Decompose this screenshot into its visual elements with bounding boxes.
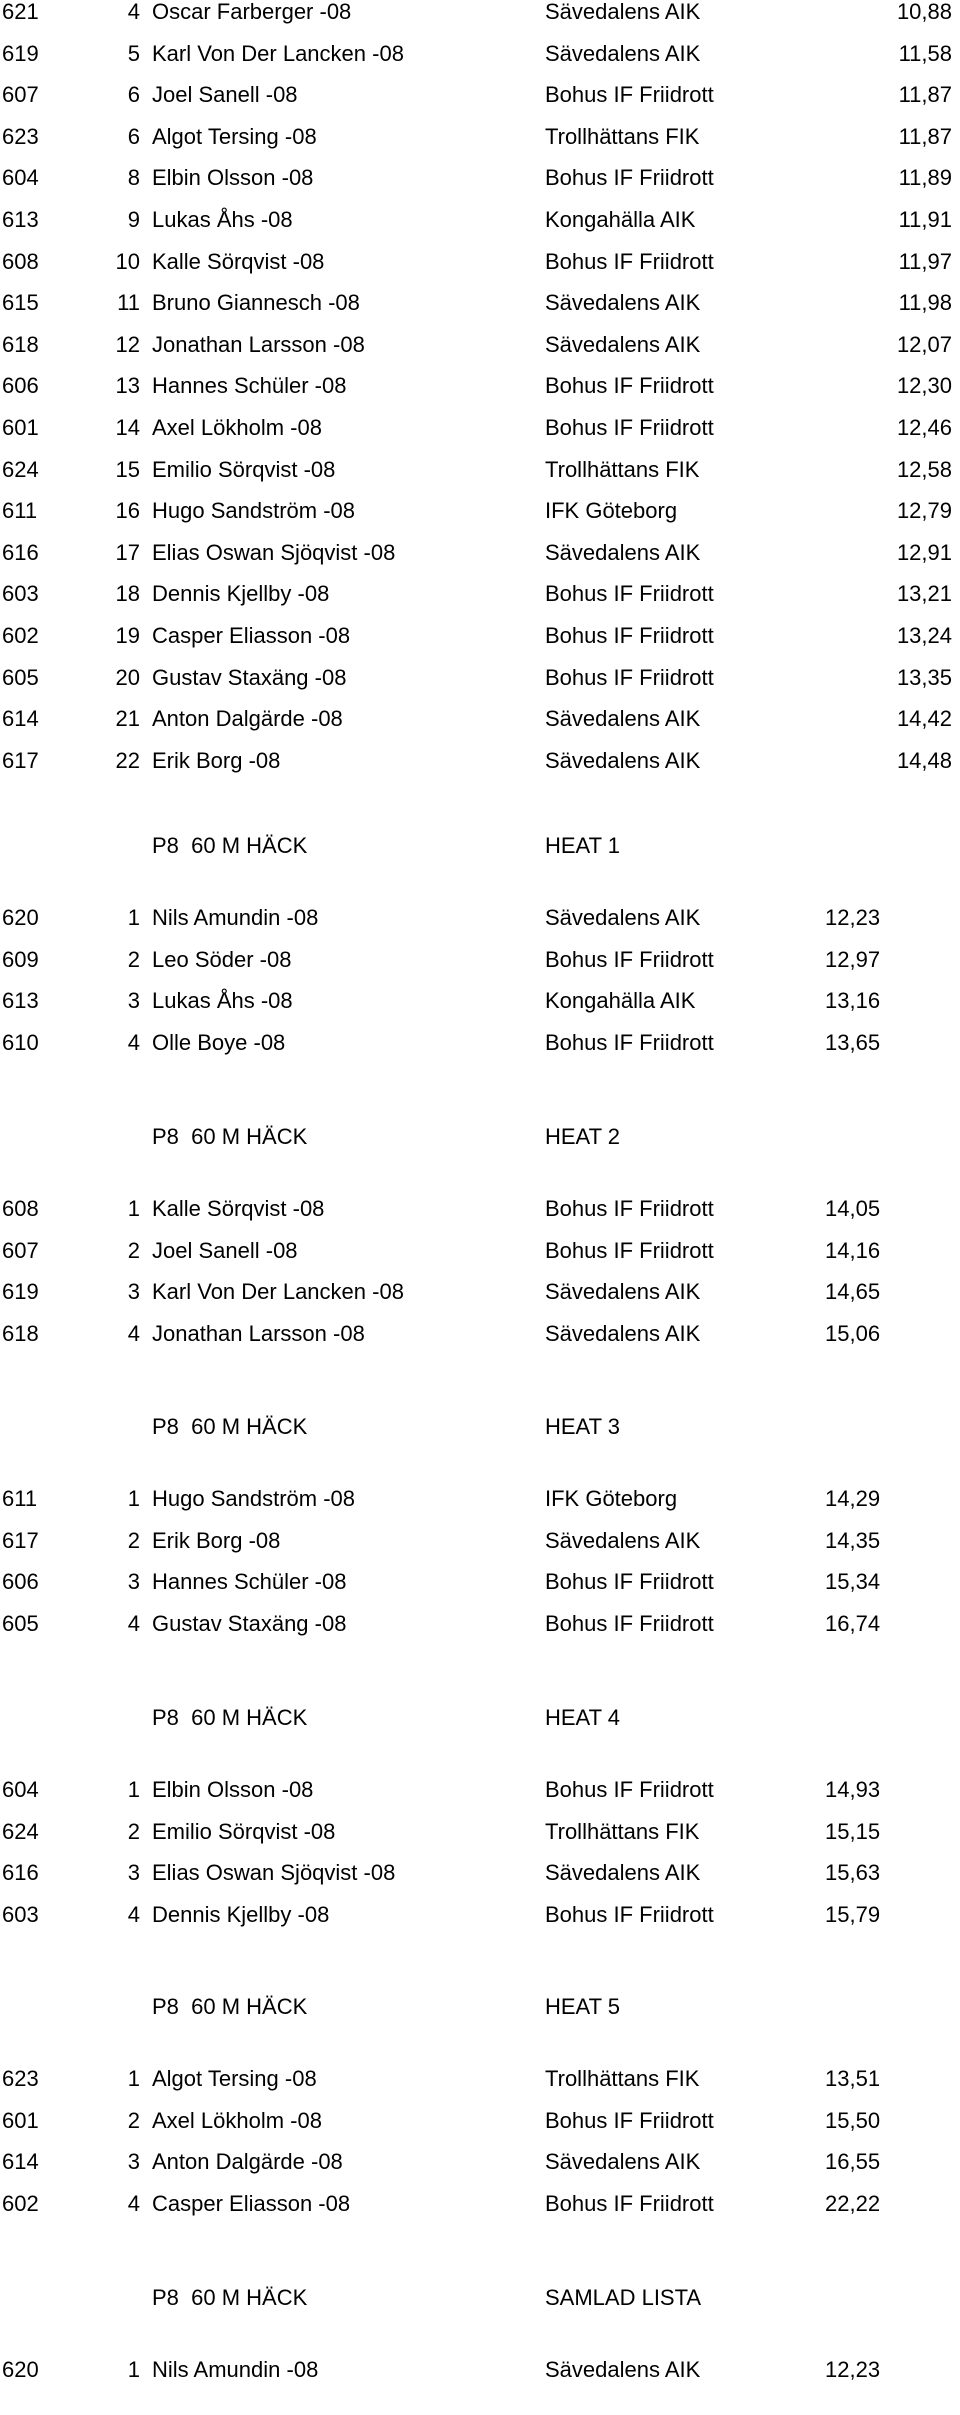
club-name: Bohus IF Friidrott: [545, 248, 714, 274]
result-time: 14,29: [825, 1486, 881, 1511]
club-name: Bohus IF Friidrott: [545, 664, 714, 690]
result-time: 11,97: [898, 248, 952, 274]
heat-title: [0, 1406, 960, 1448]
result-time: 12,58: [896, 456, 952, 482]
result-row: [0, 1188, 960, 1230]
event-label: P8 60 M HÄCK: [152, 1705, 308, 1730]
result-time: 13,65: [825, 1029, 881, 1055]
result-row: [0, 282, 960, 324]
club-name: Bohus IF Friidrott: [545, 373, 714, 399]
athlete-name: Olle Boye -08: [152, 1029, 286, 1055]
athlete-name: Oscar Farberger -08: [152, 0, 352, 24]
club-name: Bohus IF Friidrott: [545, 2190, 714, 2216]
club-name: Sävedalens AIK: [545, 290, 701, 316]
athlete-name: Hannes Schüler -08: [152, 1569, 347, 1595]
placing: 4: [127, 1610, 140, 1636]
athlete-name: Karl Von Der Lancken -08: [152, 40, 404, 66]
club-name: Bohus IF Friidrott: [545, 581, 714, 607]
bib-number: 616: [2, 539, 39, 565]
event-label: P8 60 M HÄCK: [152, 833, 308, 858]
club-name: Sävedalens AIK: [545, 2149, 701, 2175]
club-name: Sävedalens AIK: [545, 2357, 701, 2382]
placing: 4: [127, 1320, 140, 1346]
athlete-name: Emilio Sörqvist -08: [152, 456, 336, 482]
club-name: Bohus IF Friidrott: [545, 1237, 714, 1263]
bib-number: 623: [2, 2066, 39, 2091]
heat-label: HEAT 5: [545, 1994, 620, 2019]
bib-number: 607: [2, 1237, 39, 1263]
placing: 14: [115, 415, 140, 440]
placing: 4: [127, 1029, 140, 1055]
result-time: 10,88: [896, 0, 952, 24]
athlete-name: Axel Lökholm -08: [152, 415, 322, 440]
result-row: [0, 573, 960, 615]
placing: 20: [115, 664, 140, 690]
bib-number: 624: [2, 456, 39, 482]
result-time: 14,35: [825, 1527, 881, 1553]
result-row: [0, 1894, 960, 1936]
result-time: 15,15: [825, 1818, 881, 1844]
club-name: Bohus IF Friidrott: [545, 165, 714, 191]
result-row: [0, 2349, 960, 2391]
heat-label: HEAT 4: [545, 1705, 620, 1730]
result-row: [0, 897, 960, 939]
placing: 18: [115, 581, 140, 607]
club-name: Sävedalens AIK: [545, 1279, 701, 1305]
athlete-name: Bruno Giannesch -08: [152, 290, 360, 316]
club-name: Bohus IF Friidrott: [545, 415, 714, 440]
athlete-name: Algot Tersing -08: [152, 2066, 317, 2091]
result-row: [0, 490, 960, 532]
athlete-name: Algot Tersing -08: [152, 123, 317, 149]
bib-number: 610: [2, 1029, 39, 1055]
result-row: [0, 1520, 960, 1562]
bib-number: 608: [2, 248, 39, 274]
placing: 1: [127, 2066, 140, 2091]
club-name: IFK Göteborg: [545, 1486, 678, 1511]
bib-number: 601: [2, 2107, 39, 2133]
club-name: Bohus IF Friidrott: [545, 82, 714, 108]
club-name: Kongahälla AIK: [545, 988, 696, 1014]
athlete-name: Gustav Staxäng -08: [152, 664, 347, 690]
athlete-name: Axel Lökholm -08: [152, 2107, 322, 2133]
result-row: [0, 1271, 960, 1313]
bib-number: 618: [2, 1320, 39, 1346]
athlete-name: Jonathan Larsson -08: [152, 331, 365, 357]
result-row: [0, 116, 960, 158]
placing: 12: [115, 331, 140, 357]
club-name: Sävedalens AIK: [545, 706, 701, 732]
club-name: Bohus IF Friidrott: [545, 1569, 714, 1595]
athlete-name: Lukas Åhs -08: [152, 988, 293, 1014]
result-time: 11,58: [898, 40, 952, 66]
athlete-name: Joel Sanell -08: [152, 1237, 298, 1263]
athlete-name: Jonathan Larsson -08: [152, 1320, 365, 1346]
club-name: Trollhättans FIK: [545, 1818, 700, 1844]
placing: 16: [115, 498, 140, 524]
result-row: [0, 0, 960, 33]
event-label: P8 60 M HÄCK: [152, 2285, 308, 2310]
placing: 13: [115, 373, 140, 399]
club-name: Sävedalens AIK: [545, 905, 701, 930]
result-row: [0, 33, 960, 75]
placing: 5: [127, 40, 140, 66]
athlete-name: Elias Oswan Sjöqvist -08: [152, 539, 396, 565]
club-name: Bohus IF Friidrott: [545, 623, 714, 648]
result-time: 12,07: [896, 331, 952, 357]
athlete-name: Joel Sanell -08: [152, 82, 298, 108]
result-row: [0, 1478, 960, 1520]
club-name: IFK Göteborg: [545, 498, 678, 524]
athlete-name: Anton Dalgärde -08: [152, 2149, 343, 2175]
result-row: [0, 407, 960, 449]
heat-title: [0, 1116, 960, 1158]
placing: 19: [115, 623, 140, 648]
bib-number: 613: [2, 207, 39, 232]
athlete-name: Nils Amundin -08: [152, 905, 319, 930]
result-row: [0, 2058, 960, 2100]
placing: 4: [127, 1901, 140, 1927]
result-time: 22,22: [825, 2190, 881, 2216]
result-time: 14,65: [825, 1279, 881, 1305]
bib-number: 620: [2, 2357, 39, 2382]
bib-number: 602: [2, 623, 39, 648]
athlete-name: Lukas Åhs -08: [152, 207, 293, 232]
athlete-name: Gustav Staxäng -08: [152, 1610, 347, 1636]
result-row: [0, 324, 960, 366]
bib-number: 614: [2, 706, 39, 732]
bib-number: 605: [2, 1610, 39, 1636]
bib-number: 620: [2, 905, 39, 930]
placing: 21: [115, 706, 140, 732]
placing: 3: [127, 1860, 140, 1886]
result-row: [0, 740, 960, 782]
result-time: 14,16: [825, 1237, 881, 1263]
result-row: [0, 157, 960, 199]
result-row: [0, 199, 960, 241]
result-row: [0, 615, 960, 657]
result-row: [0, 1769, 960, 1811]
bib-number: 608: [2, 1196, 39, 1221]
result-row: [0, 2183, 960, 2225]
placing: 6: [127, 123, 140, 149]
result-time: 13,51: [825, 2066, 881, 2091]
club-name: Sävedalens AIK: [545, 331, 701, 357]
result-time: 14,42: [896, 706, 952, 732]
result-time: 12,23: [825, 2357, 881, 2382]
placing: 4: [127, 0, 140, 24]
bib-number: 624: [2, 1818, 39, 1844]
athlete-name: Casper Eliasson -08: [152, 2190, 351, 2216]
club-name: Sävedalens AIK: [545, 1860, 701, 1886]
athlete-name: Erik Borg -08: [152, 747, 281, 773]
athlete-name: Hugo Sandström -08: [152, 1486, 355, 1511]
bib-number: 619: [2, 1279, 39, 1305]
placing: 2: [127, 1527, 140, 1553]
club-name: Trollhättans FIK: [545, 123, 700, 149]
result-row: [0, 1230, 960, 1272]
bib-number: 601: [2, 415, 39, 440]
placing: 2: [127, 1237, 140, 1263]
placing: 22: [115, 747, 140, 773]
placing: 2: [127, 1818, 140, 1844]
heat-title: [0, 1986, 960, 2028]
placing: 3: [127, 988, 140, 1014]
placing: 3: [127, 1569, 140, 1595]
result-time: 11,91: [898, 207, 952, 232]
result-time: 12,79: [896, 498, 952, 524]
result-row: [0, 980, 960, 1022]
result-row: [0, 241, 960, 283]
result-time: 11,87: [898, 123, 952, 149]
result-time: 13,16: [825, 988, 881, 1014]
result-time: 11,89: [898, 165, 952, 191]
result-time: 11,98: [898, 290, 952, 316]
result-time: 15,63: [825, 1860, 881, 1886]
result-time: 16,55: [825, 2149, 881, 2175]
club-name: Trollhättans FIK: [545, 456, 700, 482]
placing: 1: [127, 1777, 140, 1802]
bib-number: 604: [2, 1777, 39, 1802]
bib-number: 603: [2, 581, 39, 607]
bib-number: 609: [2, 946, 39, 972]
club-name: Trollhättans FIK: [545, 2066, 700, 2091]
result-time: 14,93: [825, 1777, 881, 1802]
placing: 3: [127, 1279, 140, 1305]
heat-label: HEAT 2: [545, 1124, 620, 1149]
event-label: P8 60 M HÄCK: [152, 1994, 308, 2019]
club-name: Bohus IF Friidrott: [545, 1901, 714, 1927]
placing: 9: [127, 207, 140, 232]
heat-label: HEAT 1: [545, 833, 620, 858]
athlete-name: Nils Amundin -08: [152, 2357, 319, 2382]
result-time: 16,74: [825, 1610, 881, 1636]
result-time: 13,35: [896, 664, 952, 690]
result-time: 15,50: [825, 2107, 881, 2133]
bib-number: 616: [2, 1860, 39, 1886]
placing: 1: [127, 905, 140, 930]
club-name: Sävedalens AIK: [545, 1527, 701, 1553]
result-time: 15,06: [825, 1320, 881, 1346]
event-label: P8 60 M HÄCK: [152, 1414, 308, 1439]
placing: 1: [127, 1486, 140, 1511]
club-name: Sävedalens AIK: [545, 747, 701, 773]
placing: 2: [127, 946, 140, 972]
athlete-name: Elias Oswan Sjöqvist -08: [152, 1860, 396, 1886]
bib-number: 619: [2, 40, 39, 66]
bib-number: 623: [2, 123, 39, 149]
placing: 15: [115, 456, 140, 482]
athlete-name: Hannes Schüler -08: [152, 373, 347, 399]
bib-number: 605: [2, 664, 39, 690]
bib-number: 602: [2, 2190, 39, 2216]
result-row: [0, 1603, 960, 1645]
heat-label: HEAT 3: [545, 1414, 620, 1439]
placing: 10: [115, 248, 140, 274]
placing: 6: [127, 82, 140, 108]
result-time: 14,48: [896, 747, 952, 773]
heat-title: [0, 825, 960, 867]
bib-number: 611: [2, 498, 38, 524]
result-row: [0, 449, 960, 491]
heat-title: [0, 2277, 960, 2319]
bib-number: 617: [2, 1527, 39, 1553]
athlete-name: Elbin Olsson -08: [152, 1777, 314, 1802]
result-row: [0, 657, 960, 699]
bib-number: 617: [2, 747, 39, 773]
athlete-name: Erik Borg -08: [152, 1527, 281, 1553]
result-time: 11,87: [898, 82, 952, 108]
result-time: 15,79: [825, 1901, 881, 1927]
club-name: Bohus IF Friidrott: [545, 1029, 714, 1055]
club-name: Sävedalens AIK: [545, 539, 701, 565]
result-row: [0, 365, 960, 407]
bib-number: 604: [2, 165, 39, 191]
result-row: [0, 1811, 960, 1853]
athlete-name: Kalle Sörqvist -08: [152, 248, 325, 274]
result-time: 12,91: [896, 539, 952, 565]
club-name: Sävedalens AIK: [545, 40, 701, 66]
club-name: Kongahälla AIK: [545, 207, 696, 232]
bib-number: 621: [2, 0, 39, 24]
placing: 8: [127, 165, 140, 191]
result-time: 13,21: [896, 581, 952, 607]
bib-number: 606: [2, 373, 39, 399]
bib-number: 615: [2, 290, 39, 316]
club-name: Sävedalens AIK: [545, 0, 701, 24]
athlete-name: Leo Söder -08: [152, 946, 292, 972]
athlete-name: Dennis Kjellby -08: [152, 581, 330, 607]
club-name: Bohus IF Friidrott: [545, 1777, 714, 1802]
club-name: Bohus IF Friidrott: [545, 2107, 714, 2133]
result-time: 15,34: [825, 1569, 881, 1595]
bib-number: 614: [2, 2149, 39, 2175]
result-row: [0, 1852, 960, 1894]
result-row: [0, 2141, 960, 2183]
bib-number: 618: [2, 331, 39, 357]
bib-number: 603: [2, 1901, 39, 1927]
placing: 3: [127, 2149, 140, 2175]
placing: 17: [115, 539, 140, 565]
event-label: P8 60 M HÄCK: [152, 1124, 308, 1149]
bib-number: 613: [2, 988, 39, 1014]
result-row: [0, 1561, 960, 1603]
placing: 1: [127, 2357, 140, 2382]
placing: 11: [117, 290, 140, 316]
athlete-name: Hugo Sandström -08: [152, 498, 355, 524]
placing: 1: [127, 1196, 140, 1221]
heat-title: [0, 1697, 960, 1739]
athlete-name: Casper Eliasson -08: [152, 623, 351, 648]
athlete-name: Emilio Sörqvist -08: [152, 1818, 336, 1844]
placing: 2: [127, 2107, 140, 2133]
heat-label: SAMLAD LISTA: [545, 2285, 702, 2310]
result-time: 13,24: [896, 623, 952, 648]
club-name: Bohus IF Friidrott: [545, 1610, 714, 1636]
result-time: 14,05: [825, 1196, 881, 1221]
athlete-name: Karl Von Der Lancken -08: [152, 1279, 404, 1305]
athlete-name: Kalle Sörqvist -08: [152, 1196, 325, 1221]
club-name: Bohus IF Friidrott: [545, 946, 714, 972]
result-row: [0, 939, 960, 981]
result-row: [0, 74, 960, 116]
athlete-name: Elbin Olsson -08: [152, 165, 314, 191]
result-row: [0, 698, 960, 740]
result-time: 12,46: [896, 415, 952, 440]
result-row: [0, 2100, 960, 2142]
bib-number: 611: [2, 1486, 38, 1511]
result-row: [0, 1022, 960, 1064]
result-time: 12,23: [825, 905, 881, 930]
athlete-name: Dennis Kjellby -08: [152, 1901, 330, 1927]
club-name: Sävedalens AIK: [545, 1320, 701, 1346]
result-row: [0, 532, 960, 574]
bib-number: 607: [2, 82, 39, 108]
result-time: 12,97: [825, 946, 881, 972]
club-name: Bohus IF Friidrott: [545, 1196, 714, 1221]
placing: 4: [127, 2190, 140, 2216]
result-time: 12,30: [896, 373, 952, 399]
result-row: [0, 1313, 960, 1355]
athlete-name: Anton Dalgärde -08: [152, 706, 343, 732]
bib-number: 606: [2, 1569, 39, 1595]
